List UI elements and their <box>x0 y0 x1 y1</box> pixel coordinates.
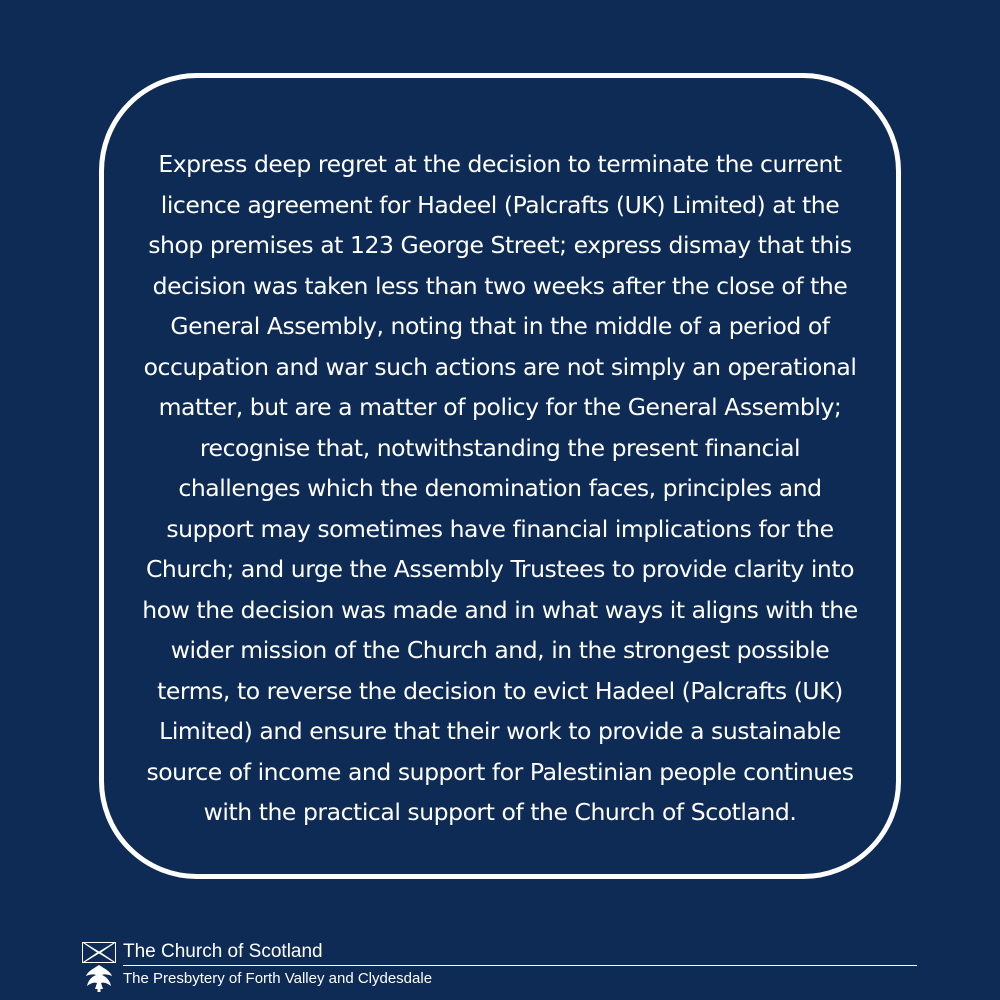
statement-line: source of income and support for Palestinian people continues <box>146 757 854 786</box>
statement-line: licence agreement for Hadeel (Palcrafts (UK) Limited) at the <box>160 190 840 219</box>
presbytery-subtitle: The Presbytery of Forth Valley and Clydesdale <box>123 970 433 987</box>
statement-line: recognise that, notwithstanding the present financial <box>199 433 801 462</box>
statement-line: support may sometimes have financial implications for the <box>166 514 834 543</box>
footer <box>82 940 917 995</box>
statement-line: Express deep regret at the decision to terminate the current <box>158 150 842 178</box>
church-title: The Church of Scotland <box>123 941 323 962</box>
statement-line: decision was taken less than two weeks after the close of the <box>152 271 848 300</box>
statement-line: matter, but are a matter of policy for the General Assembly; <box>158 393 842 421</box>
statement-line: occupation and war such actions are not simply an operational <box>143 352 857 381</box>
statement-line: challenges which the denomination faces, principles and <box>178 474 822 502</box>
footer-divider <box>123 965 917 966</box>
burning-bush-saltire-icon <box>82 942 116 992</box>
statement-line: Limited) and ensure that their work to provide a sustainable <box>159 717 841 745</box>
statement-line: how the decision was made and in what ways it aligns with the <box>142 595 858 624</box>
statement-line: with the practical support of the Church of Scotland. <box>203 798 797 826</box>
statement-line: wider mission of the Church and, in the strongest possible <box>170 636 830 664</box>
statement-line: shop premises at 123 George Street; express dismay that this <box>148 231 852 259</box>
statement-line: Church; and urge the Assembly Trustees to provide clarity into <box>145 555 855 583</box>
statement-line: terms, to reverse the decision to evict Hadeel (Palcrafts (UK) <box>157 676 843 705</box>
statement-text <box>108 144 892 833</box>
statement-line: General Assembly, noting that in the middle of a period of <box>170 312 830 340</box>
